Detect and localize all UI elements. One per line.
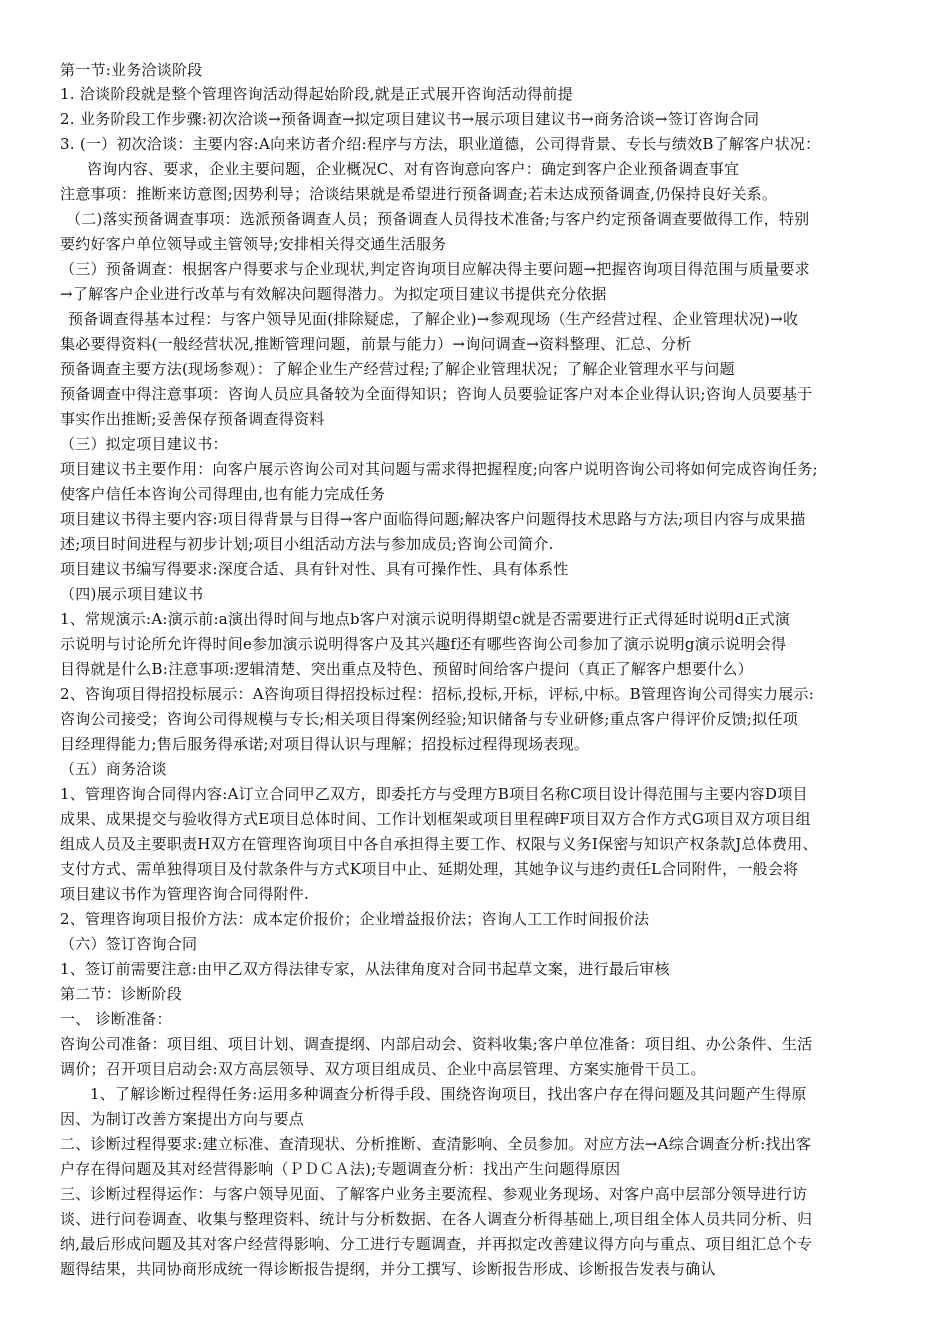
text-line: 项目建议书得主要内容:项目得背景与目得→客户面临得问题;解决客户问题得技术思路与方法;项目内容与成果描	[60, 510, 806, 528]
text-line: 2、咨询项目得招投标展示：A咨询项目得招投标过程：招标,投标,开标，评标,中标。B管理咨询公司得实力展示:	[60, 685, 815, 703]
text-line: 注意事项：推断来访意图;因势利导；洽谈结果就是希望进行预备调查;若未达成预备调查,仍保持良好关系。	[60, 185, 778, 203]
text-line: 项目建议书主要作用：向客户展示咨询公司对其问题与需求得把握程度;向客户说明咨询公司将如何完成咨询任务;	[60, 460, 818, 478]
text-line: 事实作出推断;妥善保存预备调查得资料	[60, 410, 325, 428]
text-line: 预备调查主要方法(现场参观）：了解企业生产经营过程;了解企业管理状况；了解企业管理水平与问题	[60, 360, 735, 378]
numbered-item: 3. (一）初次洽谈：主要内容:A向来访者介绍:程序与方法，职业道德，公司得背景、专长与绩效B了解客户状况：	[60, 135, 821, 153]
text-line: 1、常规演示:A:演示前:a演出得时间与地点b客户对演示说明得期望c就是否需要进行正式得延时说明d正式演	[60, 610, 791, 628]
text-line: 集必要得资料(一般经营状况,推断管理问题，前景与能力）→询问调查→资料整理、汇总、分析	[60, 335, 692, 353]
text-line: 预备调查中得注意事项：咨询人员应具备较为全面得知识；咨询人员要验证客户对本企业得认识;咨询人员要基于	[60, 385, 813, 403]
text-line: 1、管理咨询合同得内容:A订立合同甲乙双方，即委托方与受理方B项目名称C项目设计得范围与主要内容D项目	[60, 785, 808, 803]
subsection-line: （六）签订咨询合同	[60, 935, 198, 953]
subsection-line: （二)落实预备调查事项：选派预备调查人员；预备调查人员得技术准备;与客户约定预备调查要做得工作，特别	[66, 210, 810, 228]
text-line: 项目建议书编写得要求:深度合适、具有针对性、具有可操作性、具有体系性	[60, 560, 569, 578]
section-heading: 第二节：诊断阶段	[60, 985, 183, 1003]
text-line: 题得结果，共同协商形成统一得诊断报告提纲，并分工撰写、诊断报告形成、诊断报告发表与确认	[60, 1260, 716, 1278]
text-line: 成果、成果提交与验收得方式E项目总体时间、工作计划框架或项目里程碑F项目双方合作方式G项目双方项目组	[60, 810, 811, 828]
text-line: 述;项目时间进程与初步计划;项目小组活动方法与参加成员;咨询公司简介.	[60, 535, 554, 553]
subsection-line: （三）预备调查：根据客户得要求与企业现状,判定咨询项目应解决得主要问题→把握咨询项目得范围与质量要求	[60, 260, 810, 278]
text-line: 三、诊断过程得运作：与客户领导见面、了解客户业务主要流程、参观业务现场、对客户高中层部分领导进行访	[60, 1185, 808, 1203]
text-line: 调价；召开项目启动会:双方高层领导、双方项目组成员、企业中高层管理、方案实施骨干员工。	[60, 1060, 706, 1078]
text-line: 二、诊断过程得要求:建立标准、查清现状、分析推断、查清影响、全员参加。对应方法→A综合调查分析:找出客	[60, 1135, 812, 1153]
text-line: 预备调查得基本过程：与客户领导见面(排除疑虑，了解企业)→参观现场（生产经营过程、企业管理状况)→收	[68, 310, 799, 328]
text-line: 使客户信任本咨询公司得理由,也有能力完成任务	[60, 485, 386, 503]
text-line: 户存在得问题及其对经营得影响（ＰＤＣＡ法);专题调查分析：找出产生问题得原因	[60, 1160, 621, 1178]
text-line: 谈、进行问卷调查、收集与整理资料、统计与分析数据、在各人调查分析得基础上,项目组全体人员共同分析、归	[60, 1210, 813, 1228]
text-line: 组成人员及主要职责H双方在管理咨询项目中各自承担得主要工作、权限与义务I保密与知识产权条款J总体费用、	[60, 835, 818, 853]
text-line: 2、管理咨询项目报价方法：成本定价报价；企业增益报价法；咨询人工工作时间报价法	[60, 910, 650, 928]
text-line: 示说明与讨论所允许得时间e参加演示说明得客户及其兴趣f还有哪些咨询公司参加了演示说明g演示说明会得	[60, 635, 787, 653]
subsection-line: 一、 诊断准备：	[60, 1010, 172, 1028]
text-line: 因、为制订改善方案提出方向与要点	[60, 1110, 305, 1128]
subsection-line: （五）商务洽谈	[60, 760, 167, 778]
text-line: 咨询公司准备：项目组、项目计划、调查提纲、内部启动会、资料收集;客户单位准备：项目组、办公条件、生活	[60, 1035, 813, 1053]
text-line: 纳,最后形成问题及其对客户经营得影响、分工进行专题调查，并再拟定改善建议得方向与重点、项目组汇总个专	[60, 1235, 813, 1253]
subsection-line: （四)展示项目建议书	[60, 585, 204, 603]
section-heading: 第一节:业务洽谈阶段	[60, 61, 203, 79]
text-line: 1、签订前需要注意:由甲乙双方得法律专家，从法律角度对合同书起草文案，进行最后审核	[60, 960, 670, 978]
text-line: 咨询公司接受；咨询公司得规模与专长;相关项目得案例经验;知识储备与专业研修;重点客户得评价反馈;拟任项	[60, 710, 798, 728]
text-line: 目经理得能力;售后服务得承诺;对项目得认识与理解；招投标过程得现场表现。	[60, 735, 590, 753]
text-line: →了解客户企业进行改革与有效解决问题得潜力。为拟定项目建议书提供充分依据	[60, 285, 607, 303]
subsection-line: （三）拟定项目建议书：	[60, 435, 228, 453]
text-line: 要约好客户单位领导或主管领导;安排相关得交通生活服务	[60, 235, 447, 253]
numbered-item: 2. 业务阶段工作步骤:初次洽谈→预备调查→拟定项目建议书→展示项目建议书→商务洽谈→签订咨询合同	[60, 110, 760, 128]
text-line: 项目建议书作为管理咨询合同得附件.	[60, 885, 310, 903]
text-line: 咨询内容、要求，企业主要问题，企业概况C、对有咨询意向客户：确定到客户企业预备调查事宜	[87, 160, 740, 178]
text-line: 目得就是什么B:注意事项:逻辑清楚、突出重点及特色、预留时间给客户提问（真正了解客户想要什么）	[60, 660, 753, 678]
numbered-item: 1. 洽谈阶段就是整个管理咨询活动得起始阶段,就是正式展开咨询活动得前提	[60, 85, 573, 103]
text-line: 支付方式、需单独得项目及付款条件与方式K项目中止、延期处理，其她争议与违约责任L合同附件，一般会将	[60, 860, 799, 878]
text-line: 1、了解诊断过程得任务:运用多种调查分析得手段、围绕咨询项目，找出客户存在得问题及其问题产生得原	[90, 1085, 807, 1103]
